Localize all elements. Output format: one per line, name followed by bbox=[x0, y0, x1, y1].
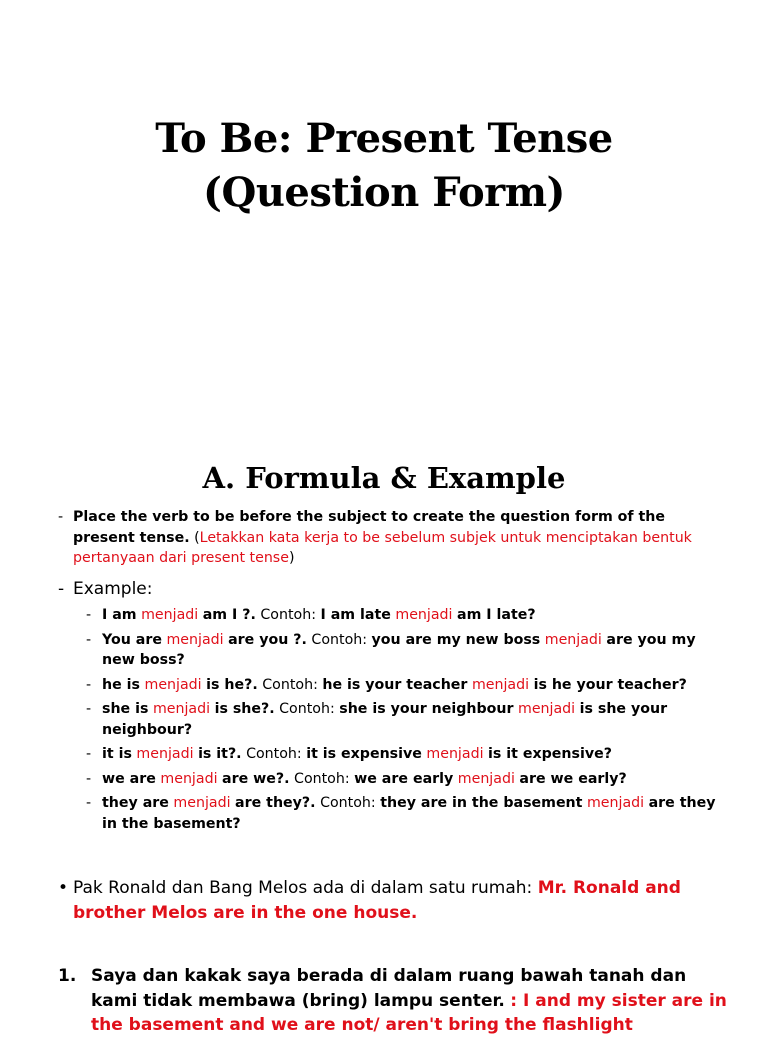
example-item bbox=[86, 744, 726, 765]
connector-word: menjadi bbox=[173, 795, 231, 811]
contoh-label: Contoh: bbox=[320, 795, 376, 811]
connector-word: menjadi bbox=[518, 701, 576, 717]
example-sentence: she is your neighbour bbox=[339, 701, 514, 717]
example-form: she is bbox=[102, 701, 149, 717]
dash-marker: - bbox=[86, 607, 92, 623]
connector-word: menjadi bbox=[144, 676, 202, 693]
bullet-paragraph bbox=[58, 876, 728, 925]
example-question-form: are we?. bbox=[222, 770, 290, 787]
example-label-text: Example: bbox=[73, 579, 153, 599]
bullet-answer: Mr. Ronald and brother Melos are in the one house. bbox=[73, 878, 681, 923]
example-question-sentence: is she your neighbour? bbox=[102, 701, 668, 738]
connector-word: menjadi bbox=[136, 746, 194, 762]
contoh-label: Contoh: bbox=[246, 746, 302, 762]
example-form: You are bbox=[102, 631, 162, 648]
example-question-sentence: are you my new boss? bbox=[102, 631, 696, 668]
example-question-sentence: is it expensive? bbox=[488, 746, 612, 762]
example-list bbox=[86, 605, 726, 838]
example-item bbox=[86, 675, 726, 696]
example-sentence: it is expensive bbox=[306, 746, 422, 762]
section-heading: A. Formula & Example bbox=[202, 461, 566, 495]
example-question-form: is it?. bbox=[198, 746, 242, 762]
example-form: I am bbox=[102, 607, 137, 623]
exercise-number: 1. bbox=[58, 966, 77, 986]
example-question-form: is he?. bbox=[206, 676, 258, 693]
intro-close-paren: ) bbox=[288, 550, 295, 566]
intro-paragraph bbox=[58, 507, 698, 569]
example-item bbox=[86, 793, 726, 834]
title-line-1: To Be: Present Tense bbox=[155, 115, 613, 162]
example-item bbox=[86, 630, 726, 671]
intro-translation: Letakkan kata kerja to be sebelum subjek untuk menciptakan bentuk pertanyaan dari present tense bbox=[73, 529, 692, 566]
example-form: they are bbox=[102, 795, 169, 811]
contoh-label: Contoh: bbox=[279, 701, 335, 717]
example-form: we are bbox=[102, 770, 156, 787]
example-sentence: I am late bbox=[320, 607, 391, 623]
example-item bbox=[86, 769, 726, 790]
exercise-item-1 bbox=[58, 964, 728, 1038]
connector-word: menjadi bbox=[395, 607, 453, 623]
example-question-form: am I ?. bbox=[202, 607, 256, 623]
dash-marker: - bbox=[86, 676, 92, 693]
example-form: it is bbox=[102, 746, 132, 762]
example-sentence: they are in the basement bbox=[380, 795, 583, 811]
example-sentence: you are my new boss bbox=[371, 631, 541, 648]
connector-word: menjadi bbox=[457, 770, 515, 787]
intro-open-paren: ( bbox=[189, 529, 200, 546]
bullet-dot: • bbox=[58, 878, 69, 898]
example-label bbox=[58, 578, 152, 600]
connector-word: menjadi bbox=[166, 631, 224, 648]
dash-marker: - bbox=[86, 701, 92, 717]
dash-marker: - bbox=[58, 509, 64, 525]
example-form: he is bbox=[102, 676, 140, 693]
intro-bold: Place the verb to be before the subject to create the question form of the present tense. bbox=[73, 509, 666, 546]
dash-marker: - bbox=[86, 770, 92, 787]
example-question-sentence: am I late? bbox=[457, 607, 536, 623]
dash-marker: - bbox=[86, 795, 92, 811]
contoh-label: Contoh: bbox=[262, 676, 318, 693]
example-question-sentence: are we early? bbox=[519, 770, 627, 787]
connector-word: menjadi bbox=[160, 770, 218, 787]
connector-word: menjadi bbox=[141, 607, 199, 623]
exercise-answer: : I and my sister are in the basement and we are not/ aren't bring the flashlight bbox=[91, 990, 727, 1035]
example-item bbox=[86, 605, 726, 626]
dash-marker: - bbox=[86, 631, 92, 648]
contoh-label: Contoh: bbox=[260, 607, 316, 623]
dash-marker: - bbox=[58, 579, 65, 599]
example-sentence: we are early bbox=[354, 770, 454, 787]
connector-word: menjadi bbox=[471, 676, 530, 693]
example-question-form: are you ?. bbox=[228, 631, 307, 648]
example-question-form: is she?. bbox=[214, 701, 275, 717]
bullet-prompt: Pak Ronald dan Bang Melos ada di dalam satu rumah: bbox=[73, 878, 533, 898]
dash-marker: - bbox=[86, 746, 92, 762]
example-question-sentence: is he your teacher? bbox=[533, 676, 687, 693]
title-line-2: (Question Form) bbox=[203, 169, 565, 216]
contoh-label: Contoh: bbox=[294, 770, 350, 787]
connector-word: menjadi bbox=[426, 746, 484, 762]
example-sentence: he is your teacher bbox=[322, 676, 468, 693]
example-question-form: are they?. bbox=[235, 795, 316, 811]
connector-word: menjadi bbox=[586, 795, 645, 811]
contoh-label: Contoh: bbox=[311, 631, 368, 648]
example-item bbox=[86, 699, 726, 740]
example-question-sentence: are they in the basement? bbox=[102, 795, 716, 832]
connector-word: menjadi bbox=[152, 701, 211, 717]
slide-title bbox=[0, 112, 768, 220]
connector-word: menjadi bbox=[544, 631, 602, 648]
exercise-prompt: Saya dan kakak saya berada di dalam ruang bawah tanah dan kami tidak membawa (bring) lampu senter. bbox=[91, 966, 687, 1011]
